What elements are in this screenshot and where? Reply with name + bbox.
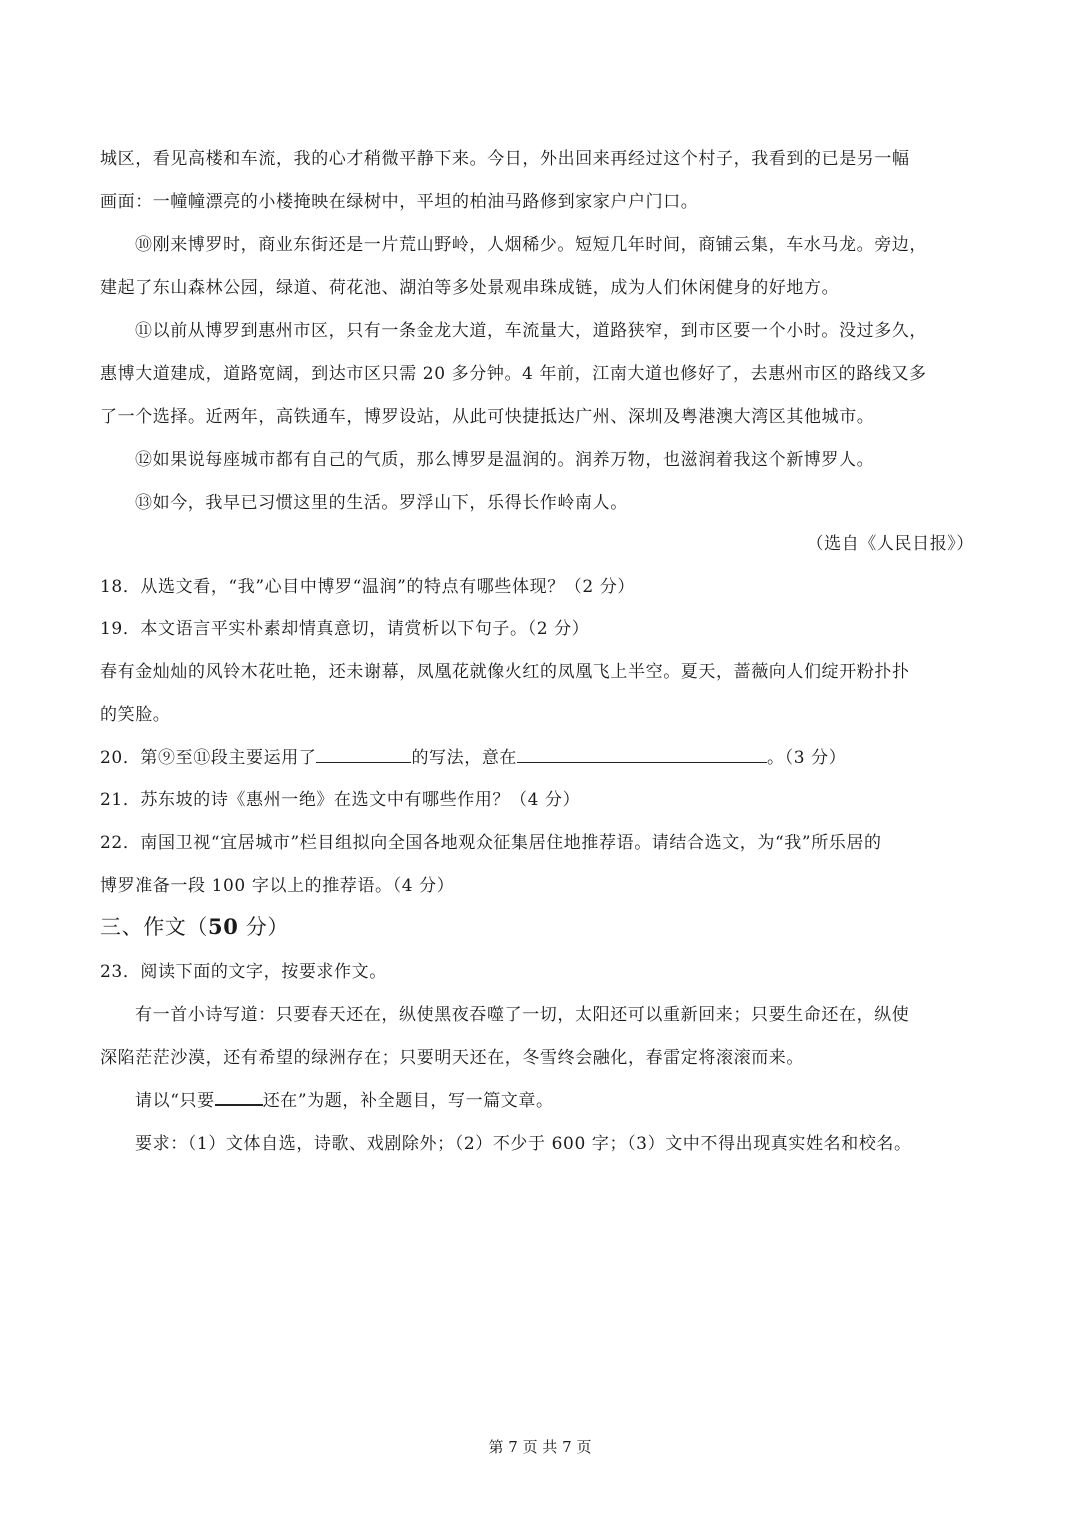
quote-line: 的笑脸。 (100, 705, 171, 725)
question-20-text-b: 的写法，意在 (411, 748, 518, 768)
passage-line: 城区，看见高楼和车流，我的心才稍微平静下来。今日，外出回来再经过这个村子，我看到的已是另一幅 (100, 149, 910, 169)
page-number: 第 7 页 共 7 页 (488, 1438, 592, 1456)
passage-line: 画面：一幢幢漂亮的小楼掩映在绿树中，平坦的柏油马路修到家家户户门口。 (100, 192, 699, 212)
section-title-prefix: 三、作文（ (100, 915, 208, 939)
question-20 (100, 743, 846, 768)
passage-line: ⑫如果说每座城市都有自己的气质，那么博罗是温润的。润养万物，也滋润着我这个新博罗人。 (135, 450, 875, 470)
passage-line: ⑩刚来博罗时，商业东街还是一片荒山野岭，人烟稀少。短短几年时间，商铺云集，车水马龙。旁边， (135, 235, 927, 255)
question-19: 19．本文语言平实朴素却情真意切，请赏析以下句子。（2 分） (100, 619, 590, 639)
question-22: 22．南国卫视“宜居城市”栏目组拟向全国各地观众征集居住地推荐语。请结合选文，为“我”所乐居的 (100, 833, 882, 853)
essay-prompt-b: 还在”为题，补全题目，写一篇文章。 (262, 1091, 554, 1111)
section-title-score: 50 (208, 914, 239, 939)
answer-blank-2[interactable] (517, 745, 767, 763)
passage-line: ⑬如今，我早已习惯这里的生活。罗浮山下，乐得长作岭南人。 (135, 493, 628, 513)
essay-requirements: 要求：（1）文体自选，诗歌、戏剧除外；（2）不少于 600 字；（3）文中不得出现真实姓名和校名。 (135, 1134, 912, 1154)
essay-prompt-a: 请以“只要 (135, 1091, 215, 1111)
poem-line: 有一首小诗写道：只要春天还在，纵使黑夜吞噬了一切，太阳还可以重新回来；只要生命还在，纵使 (135, 1005, 910, 1025)
poem-line: 深陷茫茫沙漠，还有希望的绿洲存在；只要明天还在，冬雪终会融化，春雷定将滚滚而来。 (100, 1048, 804, 1068)
question-20-text-c: 。（3 分） (767, 748, 847, 768)
question-18: 18．从选文看，“我”心目中博罗“温润”的特点有哪些体现？（2 分） (100, 577, 636, 597)
passage-line: ⑪以前从博罗到惠州市区，只有一条金龙大道，车流量大，道路狭窄，到市区要一个小时。没过多久， (135, 321, 927, 341)
passage-line: 建起了东山森林公园，绿道、荷花池、湖泊等多处景观串珠成链，成为人们休闲健身的好地方。 (100, 278, 840, 298)
section-title-suffix: 分） (238, 915, 289, 939)
question-20-text-a: 20．第⑨至⑪段主要运用了 (100, 748, 317, 768)
answer-blank-1[interactable] (316, 745, 411, 763)
passage-line: 惠博大道建成，道路宽阔，到达市区只需 20 多分钟。4 年前，江南大道也修好了，去惠州市区的路线又多 (100, 364, 927, 384)
section-title (100, 911, 289, 941)
question-22-cont: 博罗准备一段 100 字以上的推荐语。（4 分） (100, 876, 455, 896)
essay-prompt (135, 1086, 554, 1111)
quote-line: 春有金灿灿的风铃木花吐艳，还未谢幕，凤凰花就像火红的凤凰飞上半空。夏天，蔷薇向人们绽开粉扑扑 (100, 662, 910, 682)
passage-line: 了一个选择。近两年，高铁通车，博罗设站，从此可快捷抵达广州、深圳及粤港澳大湾区其他城市。 (100, 407, 875, 427)
passage-source: （选自《人民日报》） (806, 534, 974, 554)
question-21: 21．苏东坡的诗《惠州一绝》在选文中有哪些作用？（4 分） (100, 790, 581, 810)
title-fill-blank[interactable] (215, 1087, 263, 1106)
question-23: 23．阅读下面的文字，按要求作文。 (100, 962, 387, 982)
